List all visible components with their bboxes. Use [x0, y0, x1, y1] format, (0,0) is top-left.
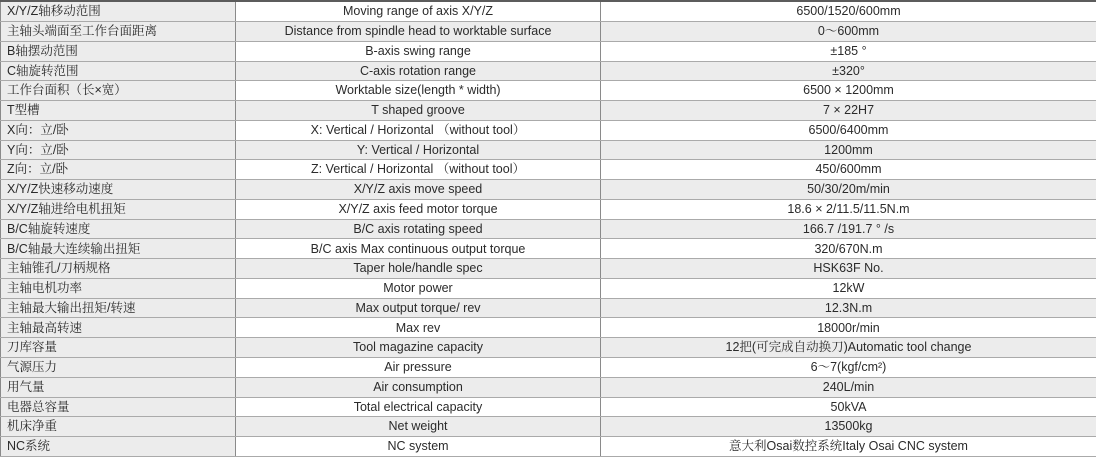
spec-label-cn: 工作台面积（长×宽） — [1, 81, 236, 101]
spec-label-cn: 机床净重 — [1, 417, 236, 437]
spec-label-en: NC system — [236, 437, 601, 457]
spec-value: 18000r/min — [601, 318, 1096, 338]
spec-row — [1, 120, 1096, 140]
spec-value: 13500kg — [601, 417, 1096, 437]
spec-row — [1, 61, 1096, 81]
spec-label-cn: 主轴头端面至工作台面距离 — [1, 22, 236, 42]
spec-label-cn: 主轴最大输出扭矩/转速 — [1, 298, 236, 318]
spec-label-cn: 用气量 — [1, 377, 236, 397]
spec-label-cn: B轴摆动范围 — [1, 41, 236, 61]
spec-row — [1, 358, 1096, 378]
spec-label-en: Z: Vertical / Horizontal （without tool） — [236, 160, 601, 180]
spec-label-en: Total electrical capacity — [236, 397, 601, 417]
spec-table-body — [1, 1, 1096, 457]
spec-row — [1, 219, 1096, 239]
spec-label-cn: 主轴电机功率 — [1, 278, 236, 298]
spec-value: 意大利Osai数控系统Italy Osai CNC system — [601, 437, 1096, 457]
spec-label-en: Max output torque/ rev — [236, 298, 601, 318]
spec-row — [1, 41, 1096, 61]
spec-row — [1, 298, 1096, 318]
spec-value: ±320° — [601, 61, 1096, 81]
spec-label-cn: 刀库容量 — [1, 338, 236, 358]
spec-label-en: Motor power — [236, 278, 601, 298]
spec-label-en: Taper hole/handle spec — [236, 259, 601, 279]
spec-label-cn: B/C轴最大连续输出扭矩 — [1, 239, 236, 259]
spec-label-en: Distance from spindle head to worktable surface — [236, 22, 601, 42]
spec-value: 6500 × 1200mm — [601, 81, 1096, 101]
spec-row — [1, 338, 1096, 358]
spec-value: 12kW — [601, 278, 1096, 298]
spec-row — [1, 397, 1096, 417]
spec-row — [1, 101, 1096, 121]
spec-label-cn: B/C轴旋转速度 — [1, 219, 236, 239]
spec-label-en: X/Y/Z axis feed motor torque — [236, 199, 601, 219]
spec-label-cn: X/Y/Z快速移动速度 — [1, 180, 236, 200]
spec-row — [1, 417, 1096, 437]
spec-label-en: Air pressure — [236, 358, 601, 378]
spec-label-cn: 气源压力 — [1, 358, 236, 378]
spec-value: HSK63F No. — [601, 259, 1096, 279]
spec-label-cn: C轴旋转范围 — [1, 61, 236, 81]
spec-value: 12.3N.m — [601, 298, 1096, 318]
spec-value: 18.6 × 2/11.5/11.5N.m — [601, 199, 1096, 219]
spec-row — [1, 199, 1096, 219]
spec-label-en: T shaped groove — [236, 101, 601, 121]
spec-value: 1200mm — [601, 140, 1096, 160]
spec-value: 6500/1520/600mm — [601, 1, 1096, 22]
spec-label-cn: 主轴锥孔/刀柄规格 — [1, 259, 236, 279]
spec-label-en: X: Vertical / Horizontal （without tool） — [236, 120, 601, 140]
spec-label-cn: 主轴最高转速 — [1, 318, 236, 338]
spec-label-cn: Z向：立/卧 — [1, 160, 236, 180]
spec-label-cn: X/Y/Z轴进给电机扭矩 — [1, 199, 236, 219]
spec-label-cn: T型槽 — [1, 101, 236, 121]
spec-label-en: Worktable size(length * width) — [236, 81, 601, 101]
spec-row — [1, 318, 1096, 338]
spec-value: 6500/6400mm — [601, 120, 1096, 140]
spec-value: 450/600mm — [601, 160, 1096, 180]
spec-value: 6～7(kgf/cm²) — [601, 358, 1096, 378]
spec-label-cn: 电器总容量 — [1, 397, 236, 417]
spec-label-en: Air consumption — [236, 377, 601, 397]
spec-row — [1, 180, 1096, 200]
spec-label-en: C-axis rotation range — [236, 61, 601, 81]
spec-label-en: Tool magazine capacity — [236, 338, 601, 358]
spec-value: 50/30/20m/min — [601, 180, 1096, 200]
spec-value: 240L/min — [601, 377, 1096, 397]
spec-row — [1, 278, 1096, 298]
spec-label-en: Max rev — [236, 318, 601, 338]
spec-row — [1, 140, 1096, 160]
spec-value: 166.7 /191.7 ° /s — [601, 219, 1096, 239]
spec-row — [1, 160, 1096, 180]
spec-row — [1, 81, 1096, 101]
spec-label-en: X/Y/Z axis move speed — [236, 180, 601, 200]
spec-label-cn: X向：立/卧 — [1, 120, 236, 140]
spec-value: 0～600mm — [601, 22, 1096, 42]
spec-row — [1, 239, 1096, 259]
spec-value: 50kVA — [601, 397, 1096, 417]
spec-row — [1, 377, 1096, 397]
spec-value: 7 × 22H7 — [601, 101, 1096, 121]
spec-value: 12把(可完成自动换刀)Automatic tool change — [601, 338, 1096, 358]
spec-label-cn: X/Y/Z轴移动范围 — [1, 1, 236, 22]
spec-label-en: Y: Vertical / Horizontal — [236, 140, 601, 160]
spec-row — [1, 1, 1096, 22]
spec-label-en: Net weight — [236, 417, 601, 437]
spec-row — [1, 259, 1096, 279]
spec-row — [1, 437, 1096, 457]
spec-label-cn: NC系统 — [1, 437, 236, 457]
spec-label-en: B-axis swing range — [236, 41, 601, 61]
spec-value: ±185 ° — [601, 41, 1096, 61]
spec-label-cn: Y向：立/卧 — [1, 140, 236, 160]
spec-label-en: B/C axis Max continuous output torque — [236, 239, 601, 259]
spec-value: 320/670N.m — [601, 239, 1096, 259]
spec-row — [1, 22, 1096, 42]
spec-label-en: B/C axis rotating speed — [236, 219, 601, 239]
spec-label-en: Moving range of axis X/Y/Z — [236, 1, 601, 22]
